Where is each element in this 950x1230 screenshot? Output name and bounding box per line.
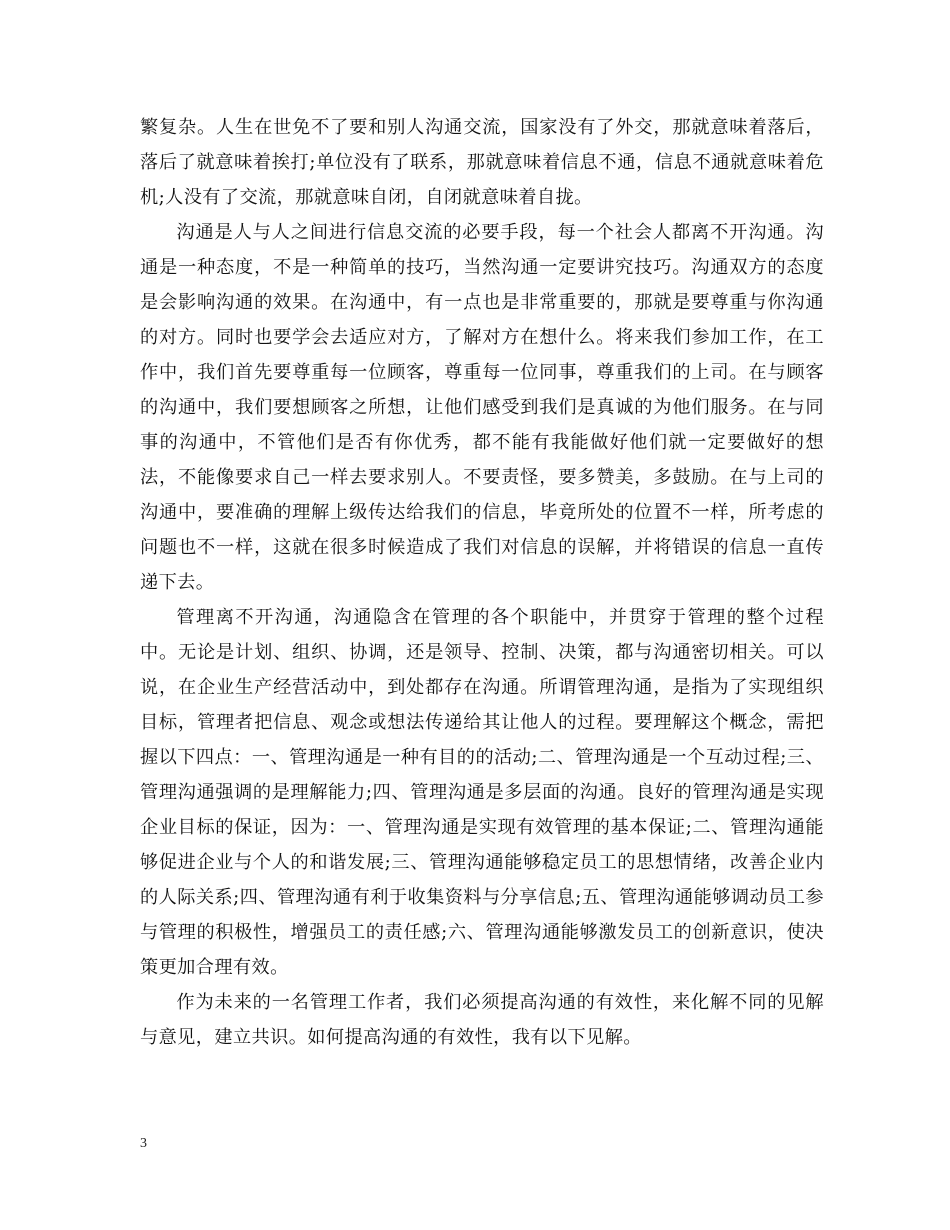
paragraph-future-manager: 作为未来的一名管理工作者，我们必须提高沟通的有效性，来化解不同的见解与意见，建立共识。如何提高沟通的有效性，我有以下见解。 xyxy=(140,992,824,1048)
body-text xyxy=(140,110,824,1055)
page-number: 3 xyxy=(140,1136,147,1151)
paragraph-continued: 繁复杂。人生在世免不了要和别人沟通交流，国家没有了外交，那就意味着落后，落后了就意味着挨打;单位没有了联系，那就意味着信息不通，信息不通就意味着危机;人没有了交流，那就意味自闭，自闭就意味着自拢。 xyxy=(140,117,824,208)
paragraph-management-communication: 管理离不开沟通，沟通隐含在管理的各个职能中，并贯穿于管理的整个过程中。无论是计划、组织、协调，还是领导、控制、决策，都与沟通密切相关。可以说，在企业生产经营活动中，到处都存在沟通。所谓管理沟通，是指为了实现组织目标，管理者把信息、观念或想法传递给其让他人的过程。要理解这个概念，需把握以下四点：一、管理沟通是一种有目的的活动;二、管理沟通是一个互动过程;三、管理沟通强调的是理解能力;四、管理沟通是多层面的沟通。良好的管理沟通是实现企业目标的保证，因为：一、管理沟通是实现有效管理的基本保证;二、管理沟通能够促进企业与个人的和谐发展;三、管理沟通能够稳定员工的思想情绪，改善企业内的人际关系;四、管理沟通有利于收集资料与分享信息;五、管理沟通能够调动员工参与管理的积极性，增强员工的责任感;六、管理沟通能够激发员工的创新意识，使决策更加合理有效。 xyxy=(140,607,824,978)
paragraph-communication-attitude: 沟通是人与人之间进行信息交流的必要手段，每一个社会人都离不开沟通。沟通是一种态度，不是一种简单的技巧，当然沟通一定要讲究技巧。沟通双方的态度是会影响沟通的效果。在沟通中，有一点也是非常重要的，那就是要尊重与你沟通的对方。同时也要学会去适应对方，了解对方在想什么。将来我们参加工作，在工作中，我们首先要尊重每一位顾客，尊重每一位同事，尊重我们的上司。在与顾客的沟通中，我们要想顾客之所想，让他们感受到我们是真诚的为他们服务。在与同事的沟通中，不管他们是否有你优秀，都不能有我能做好他们就一定要做好的想法，不能像要求自己一样去要求别人。不要责怪，要多赞美，多鼓励。在与上司的沟通中，要准确的理解上级传达给我们的信息，毕竟所处的位置不一样，所考虑的问题也不一样，这就在很多时候造成了我们对信息的误解，并将错误的信息一直传递下去。 xyxy=(140,222,824,593)
